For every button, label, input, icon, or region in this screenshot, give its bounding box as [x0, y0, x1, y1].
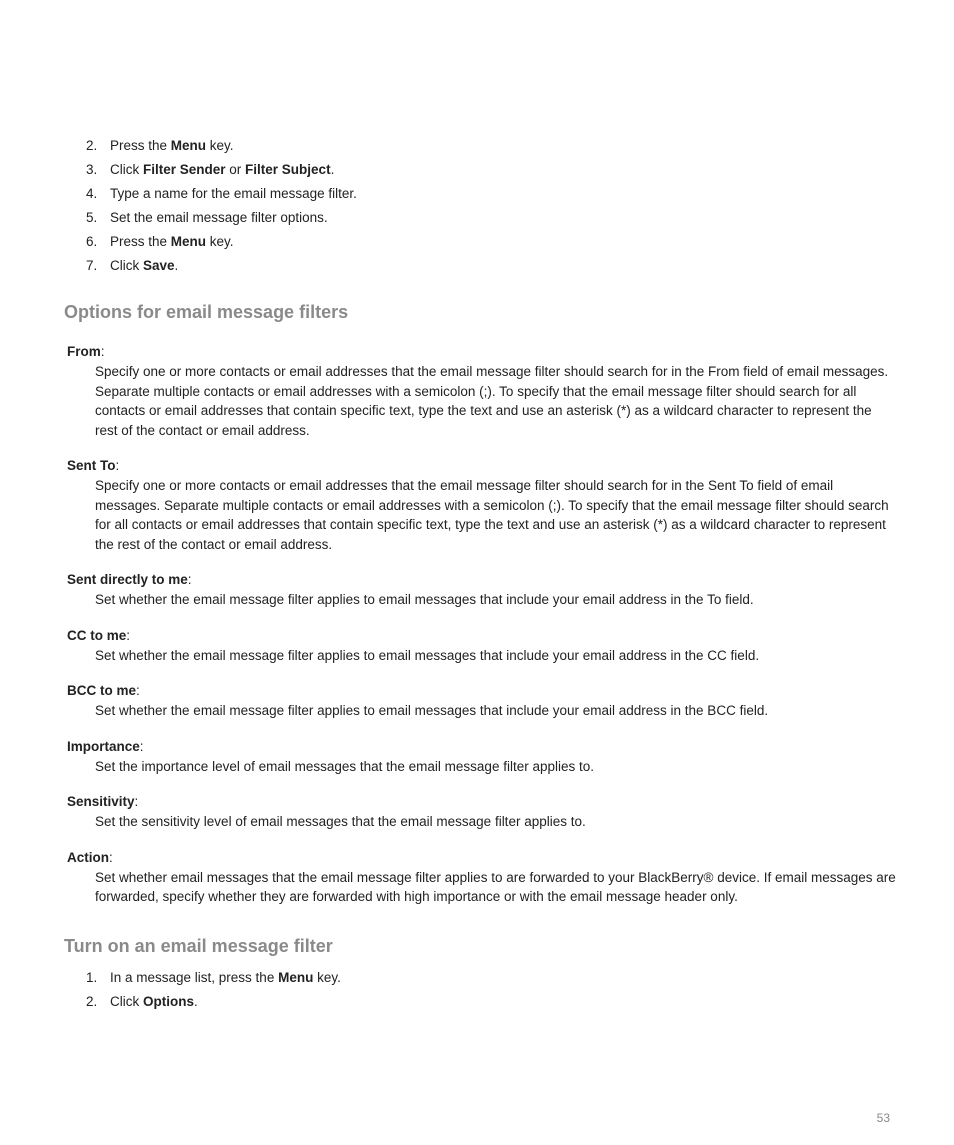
option-term: Sent directly to me: — [67, 572, 192, 587]
option-term-label: Sensitivity — [67, 794, 135, 809]
step-text: Click — [110, 258, 143, 273]
step-key-name: Menu — [170, 234, 207, 249]
step-menu-item: Filter Sender — [143, 162, 226, 177]
step-menu-item: Save — [143, 258, 175, 273]
step-item — [86, 990, 341, 1014]
option-description: Set whether the email message filter applies to email messages that include your email address in the CC field. — [95, 647, 760, 663]
step-text-end: . — [330, 162, 335, 177]
option-term-label: CC to me — [67, 627, 127, 643]
step-key-name: Menu — [278, 970, 314, 985]
option-description: Specify one or more contacts or email addresses that the email message filter should search for in the From field of email messages. Separate multiple contacts or email addresses with a semicolon (;). To specify that the email message filter should search for all contacts or email addresses that contain specific text, type the text and use an asterisk (*) as a wildcard character to represent the rest of the contact or email address. — [95, 364, 889, 438]
option-term-label: Sent To — [67, 458, 116, 473]
option-term: BCC to me: — [67, 683, 140, 698]
options-definition-list — [67, 342, 897, 923]
step-item — [86, 966, 341, 990]
step-number: 3. — [86, 162, 98, 177]
step-item — [86, 254, 357, 278]
option-term: Action: — [67, 849, 113, 865]
step-key-name: Menu — [170, 138, 207, 153]
option-description: Specify one or more contacts or email addresses that the email message filter should search for in the Sent To field of email messages. Separate multiple contacts or email addresses with a semicolon (;). To specify that the email message filter should search for all contacts or email addresses that contain specific text, type the text and use an asterisk (*) as a wildcard character to represent the rest of the contact or email address. — [95, 478, 889, 552]
step-item — [86, 182, 357, 206]
step-text-end: . — [194, 994, 198, 1009]
step-number: 2. — [86, 994, 98, 1009]
step-text: Type a name for the email message filter. — [110, 186, 357, 201]
step-text: In a message list, press the — [110, 970, 279, 985]
step-text: Press the — [110, 234, 171, 249]
step-number: 4. — [86, 186, 98, 201]
option-term-label: Sent directly to me — [67, 572, 188, 587]
option-term: CC to me: — [67, 627, 131, 643]
steps-list-bottom — [86, 966, 341, 1014]
step-item — [86, 134, 357, 158]
step-menu-item: Filter Subject — [245, 162, 331, 177]
step-item — [86, 158, 357, 182]
option-term-label: Action — [67, 849, 109, 865]
option-description: Set whether the email message filter applies to email messages that include your email address in the To field. — [95, 592, 754, 607]
step-number: 6. — [86, 234, 98, 249]
option-description: Set the importance level of email messages that the email message filter applies to. — [95, 758, 594, 774]
step-text: Press the — [110, 138, 171, 153]
step-text-end: key. — [206, 138, 234, 153]
step-number: 2. — [86, 138, 98, 153]
option-description: Set the sensitivity level of email messages that the email message filter applies to. — [95, 814, 586, 829]
step-text-mid: or — [225, 162, 246, 177]
step-text-end: key. — [313, 970, 341, 985]
page-number: 53 — [876, 1111, 890, 1125]
step-menu-item: Options — [143, 994, 194, 1009]
option-term: From: — [67, 344, 105, 359]
step-item — [86, 230, 357, 254]
option-term: Importance: — [67, 738, 144, 754]
step-number: 7. — [86, 258, 98, 273]
step-number: 5. — [86, 210, 98, 225]
section-heading-options: Options for email message filters — [64, 302, 349, 322]
section-heading-turn-on: Turn on an email message filter — [64, 936, 333, 956]
step-item — [86, 206, 357, 230]
option-term-label: From — [67, 344, 101, 359]
step-text: Click — [110, 162, 143, 177]
option-term: Sensitivity: — [67, 794, 139, 809]
step-number: 1. — [86, 970, 98, 985]
step-text-end: key. — [206, 234, 234, 249]
step-text: Click — [110, 994, 143, 1009]
option-term: Sent To: — [67, 458, 120, 473]
step-text: Set the email message filter options. — [110, 210, 328, 225]
option-term-label: Importance — [67, 738, 140, 754]
steps-list-top — [86, 134, 357, 278]
option-description: Set whether email messages that the email message filter applies to are forwarded to your BlackBerry® device. If email messages are forwarded, specify whether they are forwarded with high importance or with the email message header only. — [95, 869, 896, 904]
option-description: Set whether the email message filter applies to email messages that include your email address in the BCC field. — [95, 703, 769, 718]
step-text-end: . — [174, 258, 179, 273]
option-term-label: BCC to me — [67, 683, 137, 698]
